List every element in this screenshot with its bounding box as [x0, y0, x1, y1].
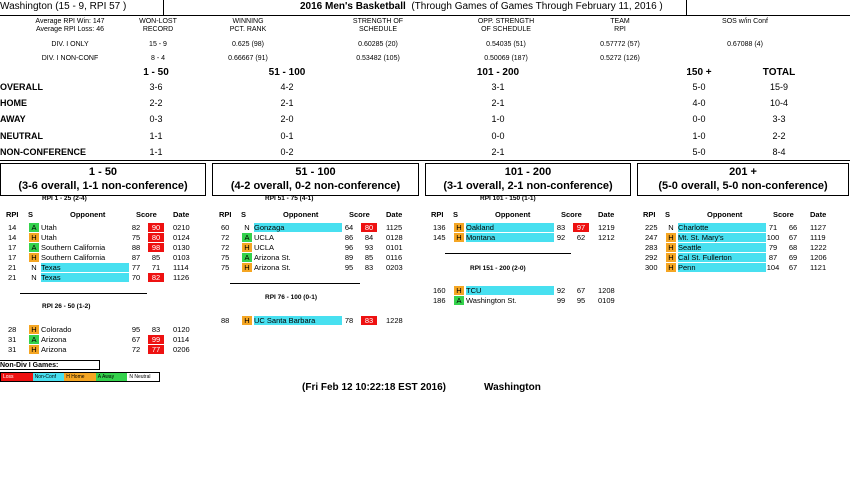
game-score-us: 71	[768, 223, 778, 232]
range-box-title: 1 - 50	[88, 166, 118, 178]
game-date: 0203	[386, 263, 403, 272]
records-cell: 8-4	[772, 146, 786, 157]
game-date: 0109	[598, 296, 615, 305]
records-cell: 0-1	[280, 130, 294, 141]
summary-col-1-h1: WINNING	[232, 18, 264, 25]
game-location: H	[242, 263, 252, 272]
range-box-title: 51 - 100	[295, 166, 336, 178]
records-cell: 4-2	[280, 82, 294, 92]
game-rpi: 14	[8, 233, 17, 242]
game-score-them: 83	[151, 325, 161, 334]
game-location: H	[454, 223, 464, 232]
range-box-1	[212, 163, 419, 196]
game-score-them: 68	[788, 243, 798, 252]
game-row	[637, 243, 847, 252]
records-header-2: 101 - 200	[476, 67, 520, 78]
game-rpi: 283	[645, 243, 658, 252]
game-location: N	[31, 273, 37, 282]
records-cell: 0-2	[280, 146, 294, 157]
game-row	[0, 253, 210, 262]
game-rpi: 14	[8, 223, 17, 232]
game-header-2: Opponent	[495, 210, 531, 219]
records-header-0: 1 - 50	[143, 67, 169, 78]
records-row-label: NEUTRAL	[0, 130, 43, 141]
game-date: 1114	[173, 263, 189, 272]
div1-nonconf-label: DIV. I NON-CONF	[41, 55, 99, 62]
game-header-1: S	[453, 210, 459, 219]
game-opponent: Charlotte	[678, 223, 766, 232]
records-cell: 15-9	[769, 82, 788, 92]
game-row	[213, 253, 423, 262]
legend-item: A Away	[96, 373, 128, 381]
game-score-us: 100	[766, 233, 780, 242]
records-cell: 1-1	[149, 130, 163, 141]
game-score-them: 77	[148, 345, 164, 354]
game-header-0: RPI	[431, 210, 444, 219]
summary-col-0-v1: 15 - 9	[149, 41, 167, 48]
game-rpi: 145	[433, 233, 446, 242]
rpi-subheader: RPI 76 - 100 (0-1)	[265, 294, 318, 301]
game-row	[637, 223, 847, 232]
game-opponent: Arizona	[41, 335, 67, 344]
game-score-them: 71	[151, 263, 161, 272]
game-score-us: 70	[131, 273, 141, 282]
records-cell: 0-0	[692, 114, 706, 125]
game-score-them: 67	[576, 286, 586, 295]
game-row	[0, 243, 210, 252]
records-cell: 4-0	[692, 98, 706, 109]
game-score-them: 82	[148, 273, 164, 282]
game-row	[213, 233, 423, 242]
summary-col-4-v1: 0.57772 (57)	[600, 41, 640, 48]
game-score-us: 72	[131, 345, 141, 354]
game-row	[0, 223, 210, 232]
game-location: H	[242, 243, 252, 252]
summary-col-4-h2: RPI	[614, 26, 626, 33]
summary-col-0-h2: RECORD	[142, 26, 174, 33]
range-box-2	[425, 163, 631, 196]
game-header-1: S	[28, 210, 34, 219]
game-rpi: 21	[8, 273, 17, 282]
records-cell: 3-3	[772, 114, 786, 125]
game-score-us: 104	[766, 263, 780, 272]
game-date: 1212	[598, 233, 615, 242]
game-opponent: UCLA	[254, 243, 275, 252]
game-opponent: Arizona	[41, 345, 67, 354]
game-row	[0, 233, 210, 242]
summary-col-4-v2: 0.5272 (126)	[600, 55, 640, 62]
divider	[20, 293, 147, 294]
nondiv-title: Non-Div I Games:	[0, 360, 100, 370]
summary-col-3-v1: 0.54035 (51)	[486, 41, 526, 48]
game-opponent: Arizona St.	[254, 263, 291, 272]
game-rpi: 300	[645, 263, 658, 272]
records-header-4: TOTAL	[762, 67, 796, 78]
game-header-4: Date	[386, 210, 403, 219]
game-rpi: 60	[221, 223, 230, 232]
game-date: 0103	[173, 253, 190, 262]
game-date: 0120	[173, 325, 190, 334]
game-location: H	[666, 253, 676, 262]
game-opponent: Mt. St. Mary's	[678, 233, 766, 242]
range-box-record: (3-1 overall, 2-1 non-conference)	[443, 180, 613, 192]
rpi-subheader: RPI 151 - 200 (2-0)	[470, 265, 526, 272]
game-score-them: 97	[573, 223, 589, 232]
game-rpi: 31	[8, 335, 17, 344]
legend-item: Loss	[1, 373, 33, 381]
records-cell: 1-1	[149, 146, 163, 157]
records-cell: 3-6	[149, 82, 163, 92]
game-score-them: 69	[788, 253, 798, 262]
game-header-3: Score	[136, 210, 157, 219]
rpi-subheader: RPI 1 - 25 (2-4)	[42, 195, 87, 202]
game-score-us: 95	[131, 325, 141, 334]
summary-col-1-h2: PCT. RANK	[229, 26, 267, 33]
game-row	[213, 243, 423, 252]
game-date: 1126	[173, 273, 190, 282]
records-cell: 3-1	[491, 82, 505, 92]
game-score-them: 98	[148, 243, 164, 252]
game-date: 0114	[173, 335, 190, 344]
records-cell: 2-2	[149, 98, 163, 109]
game-score-us: 77	[131, 263, 141, 272]
records-cell: 2-1	[491, 146, 505, 157]
game-row	[0, 325, 210, 334]
game-opponent: UCLA	[254, 233, 275, 242]
game-row	[213, 263, 423, 272]
game-opponent: TCU	[466, 286, 554, 295]
game-row	[637, 233, 847, 242]
game-date: 0128	[386, 233, 403, 242]
game-opponent: Utah	[41, 233, 57, 242]
game-location: A	[454, 296, 464, 305]
game-header-2: Opponent	[283, 210, 319, 219]
records-cell: 2-2	[772, 130, 786, 141]
game-location: H	[29, 253, 39, 262]
game-opponent: Penn	[678, 263, 766, 272]
game-date: 1219	[598, 223, 615, 232]
game-row	[425, 223, 635, 232]
summary-col-2-h1: STRENGTH OF	[352, 18, 404, 25]
game-date: 1127	[810, 223, 827, 232]
summary-col-5-v1: 0.67088 (4)	[727, 41, 763, 48]
records-cell: 10-4	[769, 98, 788, 109]
footer-timestamp: (Fri Feb 12 10:22:18 EST 2016)	[302, 382, 446, 393]
game-row	[425, 233, 635, 242]
game-header-1: S	[665, 210, 671, 219]
game-score-us: 75	[131, 233, 141, 242]
game-rpi: 75	[221, 253, 230, 262]
game-row	[213, 223, 423, 232]
records-header-1: 51 - 100	[268, 67, 306, 78]
game-score-them: 66	[788, 223, 798, 232]
game-location: A	[29, 243, 39, 252]
game-row	[213, 316, 423, 325]
game-date: 0116	[386, 253, 403, 262]
game-header-4: Date	[810, 210, 827, 219]
game-date: 1228	[386, 316, 403, 325]
game-score-us: 87	[768, 253, 778, 262]
game-opponent: Texas	[41, 263, 129, 272]
summary-col-4-h1: TEAM	[610, 18, 630, 25]
game-location: H	[29, 233, 39, 242]
records-row-label: AWAY	[0, 114, 26, 125]
range-box-3	[637, 163, 849, 196]
game-date: 0124	[173, 233, 190, 242]
game-date: 0101	[386, 243, 403, 252]
game-score-them: 67	[788, 263, 798, 272]
rpi-subheader: RPI 51 - 75 (4-1)	[265, 195, 314, 202]
game-rpi: 28	[8, 325, 17, 334]
game-rpi: 160	[433, 286, 446, 295]
game-opponent: Seattle	[678, 243, 766, 252]
game-score-us: 64	[344, 223, 354, 232]
game-score-us: 86	[344, 233, 354, 242]
game-date: 0206	[173, 345, 190, 354]
color-legend	[0, 372, 160, 382]
game-score-them: 95	[576, 296, 586, 305]
range-box-title: 101 - 200	[504, 166, 552, 178]
game-rpi: 292	[645, 253, 658, 262]
game-location: H	[666, 263, 676, 272]
game-date: 1125	[386, 223, 403, 232]
game-score-them: 90	[148, 223, 164, 232]
game-rpi: 17	[8, 243, 17, 252]
game-row	[637, 263, 847, 272]
records-row-label: NON-CONFERENCE	[0, 146, 87, 157]
game-location: A	[29, 335, 39, 344]
game-score-us: 99	[556, 296, 566, 305]
rpi-subheader: RPI 26 - 50 (1-2)	[42, 303, 91, 310]
game-location: H	[29, 325, 39, 334]
game-rpi: 247	[645, 233, 658, 242]
records-cell: 2-0	[280, 114, 294, 125]
records-cell: 0-3	[149, 114, 163, 125]
game-rpi: 225	[645, 223, 658, 232]
game-score-us: 83	[556, 223, 566, 232]
game-score-us: 96	[344, 243, 354, 252]
game-header-0: RPI	[219, 210, 232, 219]
game-row	[0, 263, 210, 272]
game-rpi: 31	[8, 345, 17, 354]
game-date: 1206	[810, 253, 827, 262]
game-date: 1222	[810, 243, 827, 252]
game-location: H	[242, 316, 252, 325]
game-date: 0130	[173, 243, 190, 252]
game-header-4: Date	[598, 210, 615, 219]
summary-col-2-h2: SCHEDULE	[358, 26, 398, 33]
legend-item: H Home	[64, 373, 96, 381]
legend-item: Non-Conf	[33, 373, 65, 381]
summary-col-1-v2: 0.66667 (91)	[228, 55, 268, 62]
game-opponent: Washington St.	[466, 296, 517, 305]
range-box-record: (3-6 overall, 1-1 non-conference)	[18, 180, 188, 192]
range-box-record: (4-2 overall, 0-2 non-conference)	[230, 180, 401, 192]
game-location: A	[29, 223, 39, 232]
game-opponent: Southern California	[41, 243, 106, 252]
game-row	[425, 296, 635, 305]
records-row-label: HOME	[0, 98, 27, 109]
game-score-us: 92	[556, 233, 566, 242]
game-score-them: 67	[788, 233, 798, 242]
game-score-us: 88	[131, 243, 141, 252]
game-score-them: 80	[148, 233, 164, 242]
game-score-us: 87	[131, 253, 141, 262]
game-score-them: 93	[364, 243, 374, 252]
game-score-them: 85	[151, 253, 161, 262]
game-location: H	[666, 243, 676, 252]
game-row	[425, 286, 635, 295]
game-header-2: Opponent	[707, 210, 743, 219]
game-opponent: Southern California	[41, 253, 106, 262]
team-title: Washington (15 - 9, RPI 57 )	[0, 1, 127, 12]
game-score-us: 89	[344, 253, 354, 262]
game-location: N	[668, 223, 674, 232]
summary-col-5-h1: SOS w/in Conf	[722, 18, 768, 25]
game-row	[0, 335, 210, 344]
game-opponent: Utah	[41, 223, 57, 232]
game-score-them: 99	[148, 335, 164, 344]
game-opponent: Oakland	[466, 223, 554, 232]
game-rpi: 75	[221, 263, 230, 272]
game-score-us: 92	[556, 286, 566, 295]
game-row	[637, 253, 847, 262]
range-box-record: (5-0 overall, 5-0 non-conference)	[658, 180, 828, 192]
game-rpi: 72	[221, 243, 230, 252]
game-header-3: Score	[561, 210, 582, 219]
game-score-us: 79	[768, 243, 778, 252]
page-title: 2016 Men's Basketball (Through Games of Games Through February 11, 2016 )	[300, 1, 663, 12]
game-header-4: Date	[173, 210, 190, 219]
records-cell: 1-0	[491, 114, 505, 125]
game-location: H	[454, 286, 464, 295]
divider	[445, 253, 571, 254]
summary-col-3-v2: 0.50069 (187)	[484, 55, 528, 62]
game-header-3: Score	[773, 210, 794, 219]
game-opponent: Montana	[466, 233, 554, 242]
game-location: H	[666, 233, 676, 242]
game-rpi: 72	[221, 233, 230, 242]
game-row	[0, 273, 210, 282]
range-box-0	[0, 163, 206, 196]
game-rpi: 136	[433, 223, 446, 232]
game-location: H	[29, 345, 39, 354]
records-cell: 1-0	[692, 130, 706, 141]
game-score-them: 84	[364, 233, 374, 242]
game-score-them: 83	[361, 316, 377, 325]
summary-col-2-v1: 0.60285 (20)	[358, 41, 398, 48]
records-row-label: OVERALL	[0, 82, 44, 92]
div1-only-label: DIV. I ONLY	[51, 41, 89, 48]
game-rpi: 186	[433, 296, 446, 305]
summary-col-0-v2: 8 - 4	[150, 55, 165, 62]
game-location: N	[31, 263, 37, 272]
game-score-them: 62	[576, 233, 586, 242]
game-score-us: 78	[344, 316, 354, 325]
game-date: 0210	[173, 223, 190, 232]
header-bar	[0, 0, 850, 16]
game-row	[0, 345, 210, 354]
game-location: A	[242, 253, 252, 262]
game-opponent: UC Santa Barbara	[254, 316, 342, 325]
records-header-3: 150 +	[686, 67, 712, 78]
game-score-us: 67	[131, 335, 141, 344]
game-opponent: Texas	[41, 273, 129, 282]
footer-team: Washington	[484, 382, 541, 393]
game-score-them: 85	[364, 253, 374, 262]
range-box-title: 201 +	[729, 166, 757, 178]
game-location: H	[454, 233, 464, 242]
summary-col-0-h1: WON-LOST	[139, 18, 177, 25]
game-header-3: Score	[349, 210, 370, 219]
records-cell: 5-0	[692, 82, 706, 92]
records-cell: 5-0	[692, 146, 706, 157]
game-score-us: 82	[131, 223, 141, 232]
game-score-us: 95	[344, 263, 354, 272]
records-cell: 2-1	[280, 98, 294, 109]
game-opponent: Colorado	[41, 325, 72, 334]
summary-col-2-v2: 0.53482 (105)	[356, 55, 400, 62]
summary-col-3-h2: OF SCHEDULE	[481, 26, 531, 33]
game-header-0: RPI	[643, 210, 656, 219]
summary-col-3-h1: OPP. STRENGTH	[477, 18, 535, 25]
game-rpi: 88	[221, 316, 230, 325]
game-header-1: S	[241, 210, 247, 219]
rpi-subheader: RPI 101 - 150 (1-1)	[480, 195, 536, 202]
game-date: 1121	[810, 263, 827, 272]
avg-rpi-loss: Average RPI Loss: 46	[36, 26, 104, 33]
game-date: 1119	[810, 233, 826, 242]
game-rpi: 21	[8, 263, 17, 272]
game-location: N	[244, 223, 250, 232]
game-score-them: 80	[361, 223, 377, 232]
game-header-0: RPI	[6, 210, 19, 219]
legend-item: N Neutral	[127, 373, 159, 381]
game-score-them: 83	[364, 263, 374, 272]
game-location: A	[242, 233, 252, 242]
game-opponent: Arizona St.	[254, 253, 291, 262]
summary-col-1-v1: 0.625 (98)	[232, 41, 264, 48]
records-cell: 2-1	[491, 98, 505, 109]
game-rpi: 17	[8, 253, 17, 262]
divider	[230, 283, 360, 284]
game-opponent: Cal St. Fullerton	[678, 253, 766, 262]
game-opponent: Gonzaga	[254, 223, 342, 232]
records-cell: 0-0	[491, 130, 505, 141]
game-date: 1208	[598, 286, 615, 295]
avg-rpi-win: Average RPI Win: 147	[35, 18, 105, 25]
game-header-2: Opponent	[70, 210, 106, 219]
